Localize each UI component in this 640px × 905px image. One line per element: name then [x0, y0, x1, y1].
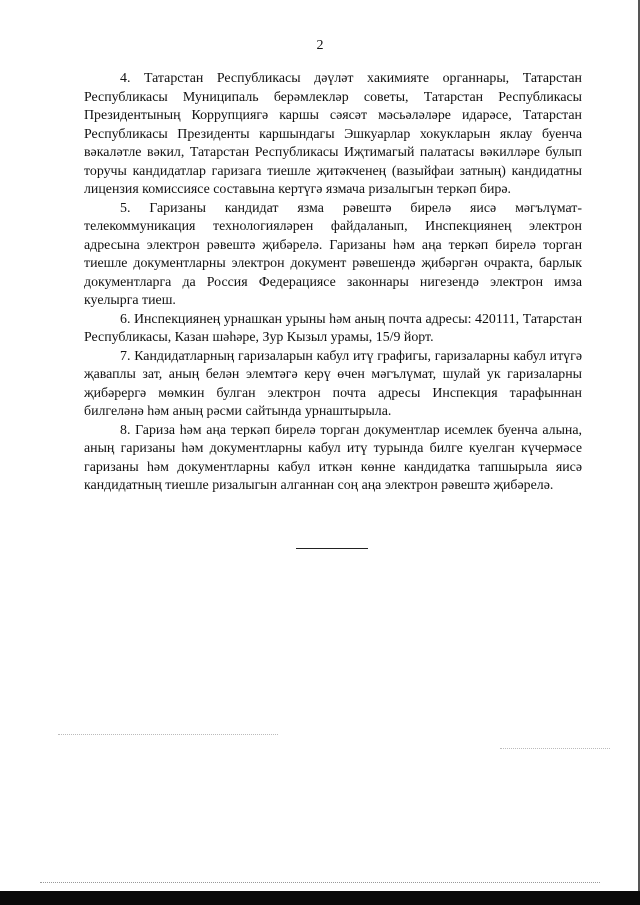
- document-body: [84, 70, 582, 496]
- scan-artifact: [500, 748, 610, 749]
- scan-artifact: [40, 882, 600, 883]
- paragraph-7: 7. Кандидатларның гаризаларын кабул итү графигы, гаризаларны кабул итүгә җаваплы зат, аның белән элемтәгә керү өчен мәгълүмат, шулай ук гаризаларны җибәрергә мөмкин булган электрон почта адресы Инспекция тарафыннан билгеләнә һәм аның рәсми сайтында урнаштырыла.: [84, 348, 582, 419]
- scan-edge-bottom: [0, 891, 640, 905]
- paragraph-6: 6. Инспекциянең урнашкан урыны һәм аның почта адресы: 420111, Татарстан Республикасы, Казан шәһәре, Зур Кызыл урамы, 15/9 йорт.: [84, 311, 582, 345]
- scan-artifact: [58, 734, 278, 735]
- paragraph-5: 5. Гаризаны кандидат язма рәвештә бирелә яисә мәгълүмат-телекоммуникация технологияләрен файдаланып, Инспекциянең электрон адресына электрон рәвештә җибәрелә. Гаризаны һәм аңа теркәп бирелә торган тиешле документларны электрон документ рәвешендә җибәргән очракта, барлык документларга да Россия Федерациясе законнары нигезендә электрон имза куелырга тиеш.: [84, 200, 582, 308]
- paragraph-4: 4. Татарстан Республикасы дәүләт хакимияте органнары, Татарстан Республикасы Муниципаль берәмлекләр советы, Татарстан Республикасы Президентының Коррупциягә каршы сәясәт мәсьәләләре идарәсе, Татарстан Республикасы Президенты каршындагы Эшкуарлар хокукларын яклау буенча вәкаләтле вәкил, Татарстан Республикасы Иҗтимагый палатасы вәкилләре булып торучы кандидатлар гаризага тиешле җитәкченең (вазыйфаи затның) кандидатны лицензия комиссиясе составына кертүгә язмача ризалыгын теркәп бирә.: [84, 71, 582, 197]
- page-number: 2: [316, 38, 324, 53]
- end-of-document-rule: [296, 548, 368, 549]
- paragraph-8: 8. Гариза һәм аңа теркәп бирелә торган документлар исемлек буенча алына, аның гаризаны һәм документларны кабул итү турында билге куелган күчермәсе гаризаны һәм документларны кабул иткән көнне кандидатка тапшырыла яисә кандидатның тиешле ризалыгын алганнан соң аңа электрон рәвештә җибәрелә.: [84, 422, 582, 493]
